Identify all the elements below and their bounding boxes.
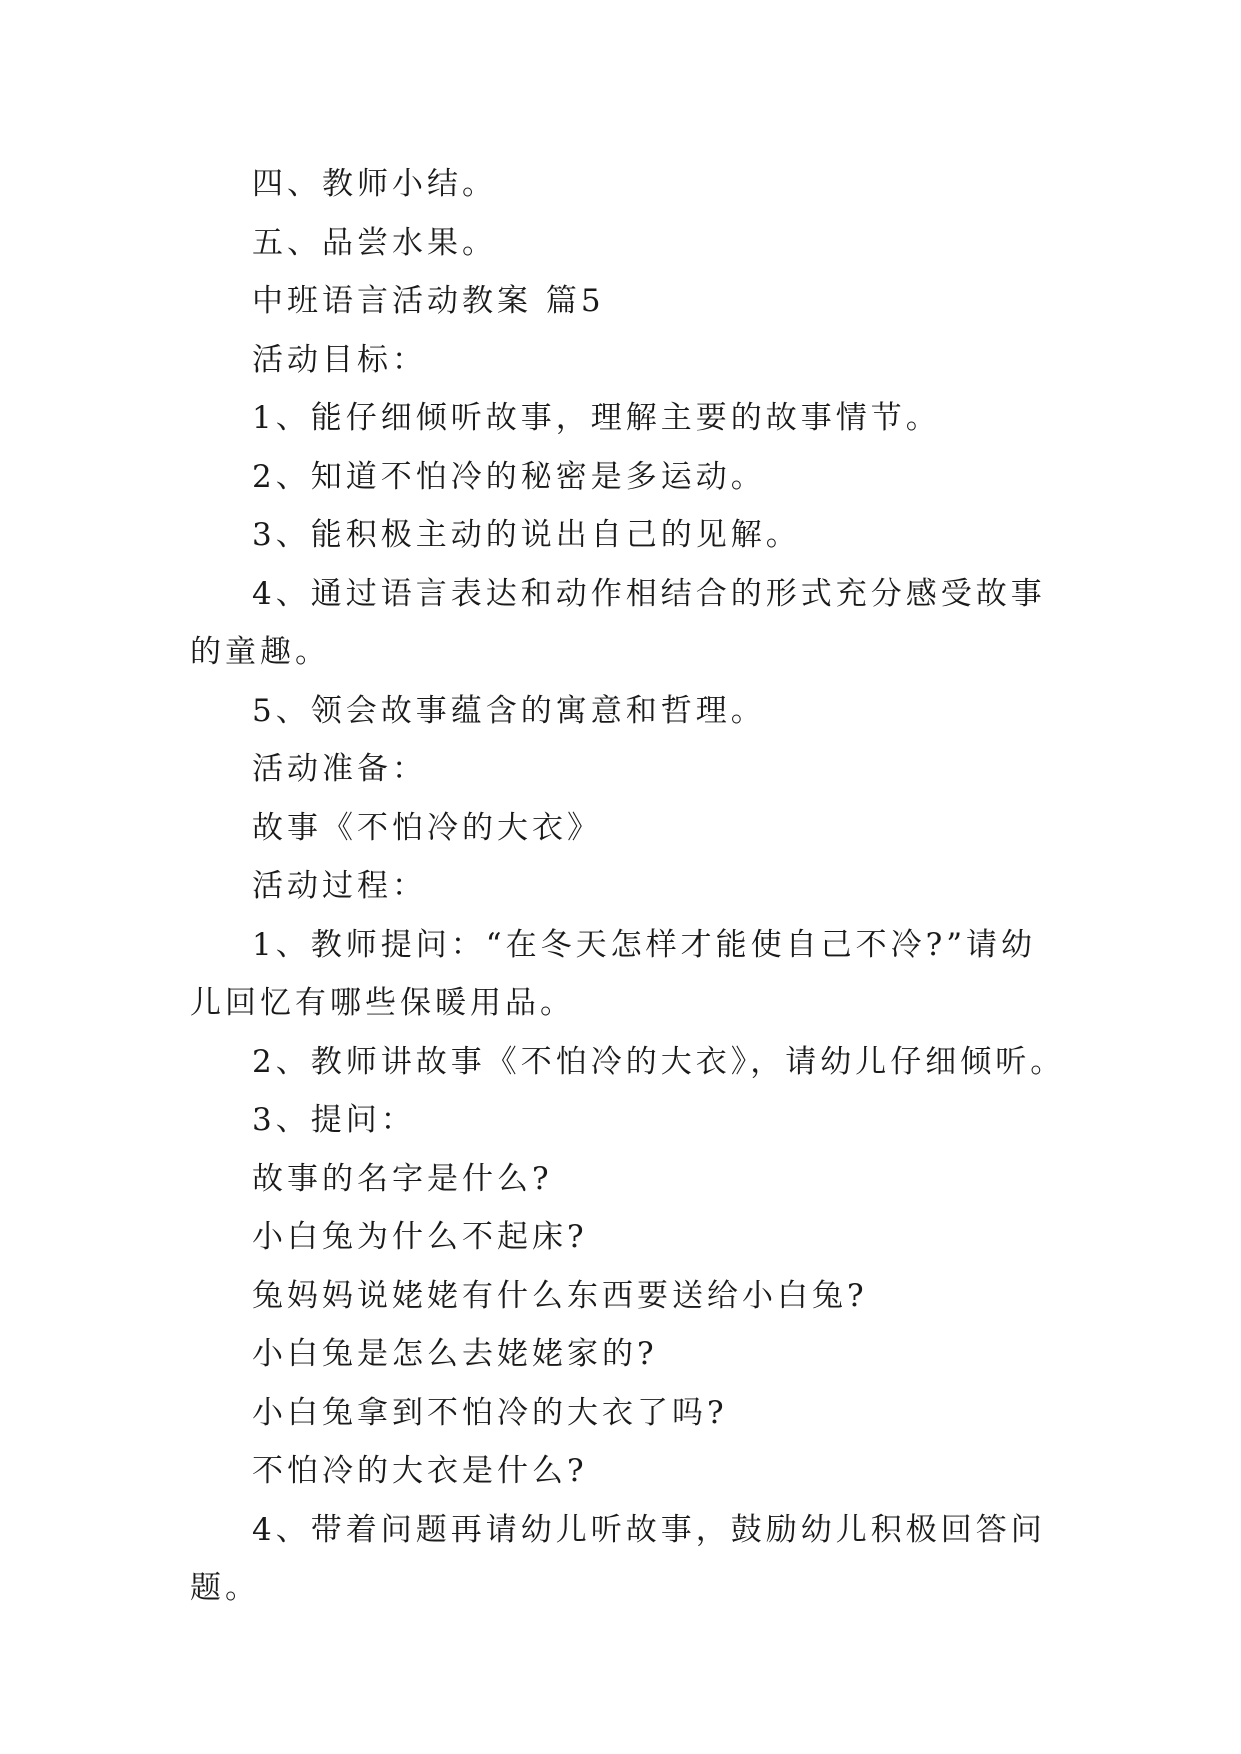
- paragraph-taste-fruit: 五、品尝水果。: [252, 224, 497, 261]
- question-item: 小白兔是怎么去姥姥家的?: [252, 1336, 658, 1372]
- subheading-goals: 活动目标：: [252, 341, 427, 378]
- goal-item: 2、知道不怕冷的秘密是多运动。: [252, 458, 766, 495]
- goal-item: 4、通过语言表达和动作相结合的形式充分感受故事的童趣。: [190, 575, 1046, 670]
- section-heading: 中班语言活动教案 篇5: [252, 283, 605, 319]
- paragraph-summary: 四、教师小结。: [252, 166, 497, 202]
- process-step: 4、带着问题再请幼儿听故事，鼓励幼儿积极回答问题。: [190, 1511, 1046, 1606]
- goal-item: 5、领会故事蕴含的寓意和哲理。: [252, 692, 766, 729]
- document-body: [190, 155, 1070, 1618]
- subheading-process: 活动过程：: [252, 868, 427, 904]
- process-step: 2、教师讲故事《不怕冷的大衣》，请幼儿仔细倾听。: [252, 1043, 1066, 1080]
- preparation-item: 故事《不怕冷的大衣》: [252, 809, 602, 846]
- question-item: 小白兔为什么不起床?: [252, 1219, 588, 1255]
- goal-item: 3、能积极主动的说出自己的见解。: [252, 517, 801, 553]
- process-step: 3、提问：: [252, 1102, 416, 1138]
- process-step: 1、教师提问：“在冬天怎样才能使自己不冷?”请幼儿回忆有哪些保暖用品。: [190, 926, 1037, 1021]
- subheading-preparation: 活动准备：: [252, 751, 427, 787]
- question-item: 故事的名字是什么?: [252, 1160, 553, 1197]
- goal-item: 1、能仔细倾听故事，理解主要的故事情节。: [252, 400, 941, 436]
- question-item: 兔妈妈说姥姥有什么东西要送给小白兔?: [252, 1277, 868, 1314]
- question-item: 不怕冷的大衣是什么?: [252, 1453, 588, 1489]
- question-item: 小白兔拿到不怕冷的大衣了吗?: [252, 1394, 728, 1431]
